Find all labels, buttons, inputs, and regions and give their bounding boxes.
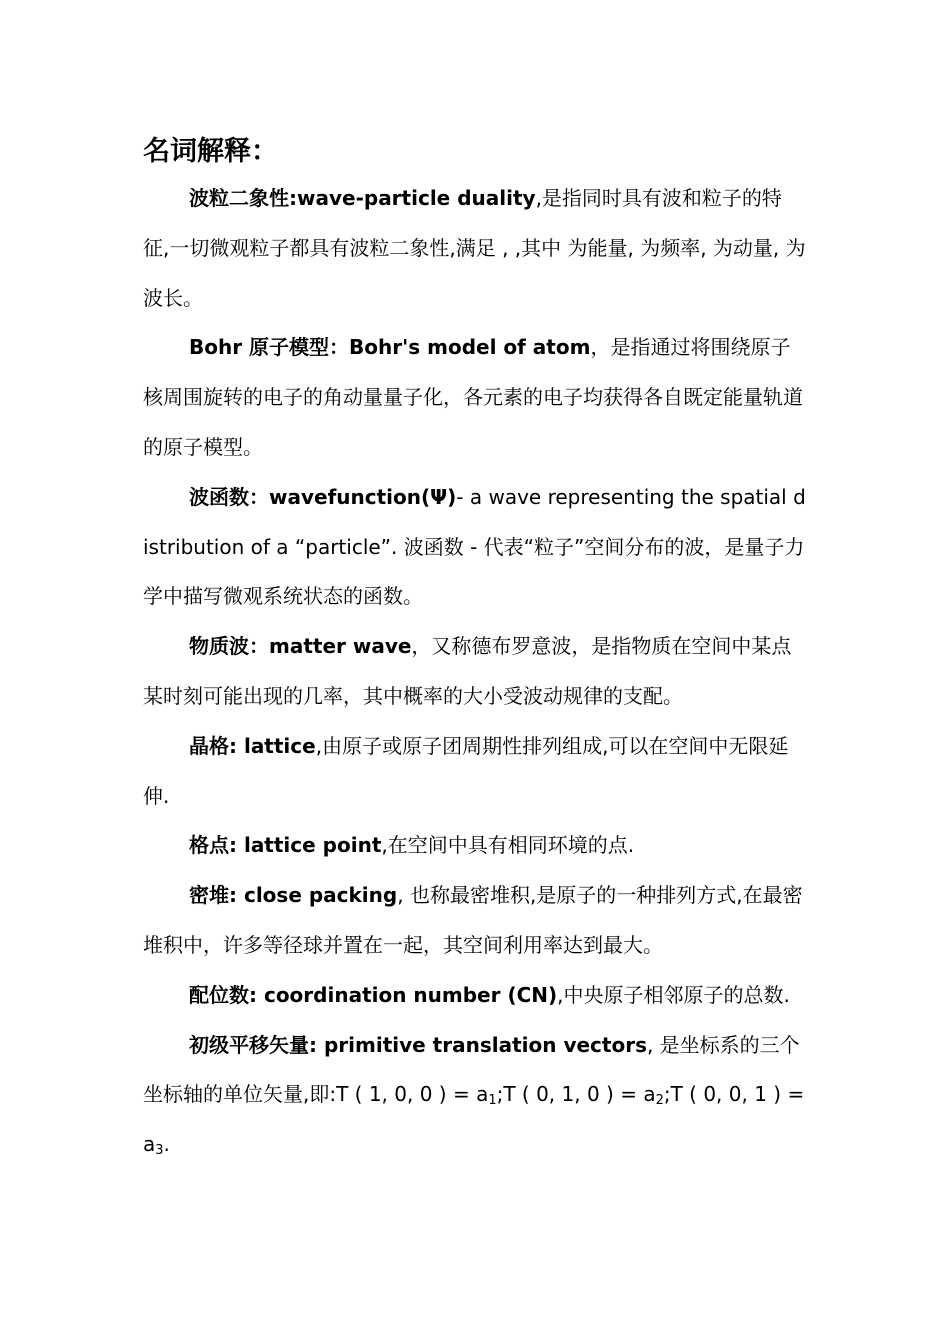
term: 波函数：wavefunction(Ψ) [189, 484, 457, 509]
definition-text: , 也称最密堆积,是原子的一种排列方式,在最密堆积中，许多等径球并置在一起，其空间利用率达到最大。 [143, 883, 803, 957]
definition-text: ;T ( 0, 0, 1 ) = a [143, 1082, 805, 1157]
definition-bohr-model [143, 323, 807, 472]
page-title: 名词解释： [143, 136, 278, 167]
definition-primitive-translation-vectors [143, 1021, 807, 1170]
term: 晶格: lattice [189, 733, 316, 758]
definition-text: ;T ( 0, 1, 0 ) = a [496, 1082, 656, 1107]
definition-list [143, 174, 807, 1170]
definition-close-packing [143, 871, 807, 971]
definition-lattice [143, 722, 807, 822]
definition-wave-particle-duality [143, 174, 807, 323]
term: 波粒二象性:wave-particle duality [189, 186, 536, 210]
definition-text: ,中央原子相邻原子的总数. [557, 982, 790, 1007]
definition-text: ,是指同时具有波和粒子的特征,一切微观粒子都具有波粒二象性,满足 , ,其中 为能量, 为频率, 为动量, 为波长。 [143, 186, 806, 310]
term: 格点: lattice point [189, 833, 382, 858]
definition-lattice-point [143, 821, 807, 871]
definition-wavefunction [143, 473, 807, 622]
subscript: 1 [488, 1093, 497, 1109]
term: 配位数: coordination number (CN) [189, 982, 558, 1007]
term: 物质波：matter wave [189, 634, 412, 659]
subscript: 2 [655, 1093, 664, 1109]
definition-coordination-number [143, 971, 807, 1021]
definition-text: ，是指通过将围绕原子核周围旋转的电子的角动量量子化，各元素的电子均获得各自既定能量轨道的原子模型。 [143, 335, 803, 459]
definition-text: ,在空间中具有相同环境的点. [381, 833, 635, 858]
definition-text: ,由原子或原子团周期性排列组成,可以在空间中无限延伸. [143, 733, 789, 808]
term: Bohr 原子模型：Bohr's model of atom [189, 335, 591, 360]
definition-text: ，又称德布罗意波，是指物质在空间中某点某时刻可能出现的几率，其中概率的大小受波动规律的支配。 [143, 634, 792, 708]
subscript: 3 [155, 1143, 164, 1159]
definition-text: - a wave representing the spatial distribution of a “particle”. 波函数 - 代表“粒子”空间分布的波，是量子力学中描写微观系统状态的函数。 [143, 484, 806, 609]
definition-text: . [163, 1132, 170, 1157]
definition-matter-wave [143, 622, 807, 722]
term: 密堆: close packing [189, 883, 398, 908]
term: 初级平移矢量: primitive translation vectors [189, 1032, 647, 1057]
definition-text: , 是坐标系的三个坐标轴的单位矢量,即:T ( 1, 0, 0 ) = a [143, 1032, 800, 1107]
